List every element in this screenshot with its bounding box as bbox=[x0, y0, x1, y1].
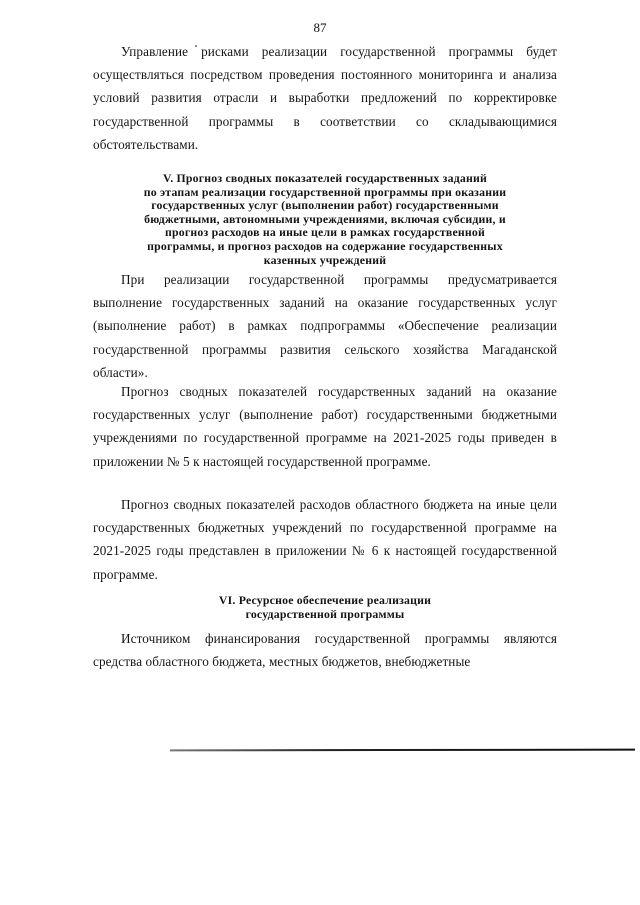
section-6-paragraph: Источником финансирования государственной программы являются средства областного бюджета, местных бюджетов, внебюджетные bbox=[93, 631, 557, 670]
footer-rule bbox=[170, 749, 635, 752]
section-5-heading bbox=[93, 172, 557, 267]
intro-paragraph: Управление рисками реализации государственной программы будет осуществляться посредством проведения постоянного мониторинга и анализа условий развития отрасли и выработки предложений по корректировке государственной программы в соответствии со складывающимися обстоятельствами. bbox=[93, 44, 557, 152]
section-5-heading-line: бюджетными, автономными учреждениями, включая субсидии, и bbox=[144, 211, 506, 226]
section-5-paragraph: Прогноз сводных показателей государственных заданий на оказание государственных услуг (выполнение работ) государственными бюджетными учреждениями по государственной программе на 2021-2025 годы приведен в приложении № 5 к настоящей государственной программе. bbox=[93, 384, 557, 469]
section-6-heading-line: VI. Ресурсное обеспечение реализации bbox=[218, 593, 432, 607]
section-6-heading bbox=[93, 594, 557, 621]
section-5-paragraph: При реализации государственной программы предусматривается выполнение государственных заданий на оказание государственных услуг (выполнение работ) в рамках подпрограммы «Обеспечение реализации государственной программы развития сельского хозяйства Магаданской области». bbox=[93, 272, 557, 380]
section-5-heading-line: программы, и прогноз расходов на содержание государственных bbox=[147, 238, 503, 253]
section-5-paragraph: Прогноз сводных показателей расходов областного бюджета на иные цели государственных бюджетных учреждений по государственной программе на 2021-2025 годы представлен в приложении № 6 к настоящей государственной программе. bbox=[93, 497, 557, 582]
section-6-heading-line: государственной программы bbox=[245, 606, 405, 621]
section-5-heading-line: прогноз расходов на иные цели в рамках государственной bbox=[164, 225, 485, 240]
section-5-heading-line: государственных услуг (выполнении работ) государственными bbox=[151, 198, 499, 213]
section-5-heading-line: V. Прогноз сводных показателей государственных заданий bbox=[163, 171, 487, 185]
section-5-heading-line: казенных учреждений bbox=[263, 252, 387, 267]
section-5-heading-line: по этапам реализации государственной программы при оказании bbox=[143, 184, 507, 199]
page-number: 87 bbox=[313, 20, 327, 35]
